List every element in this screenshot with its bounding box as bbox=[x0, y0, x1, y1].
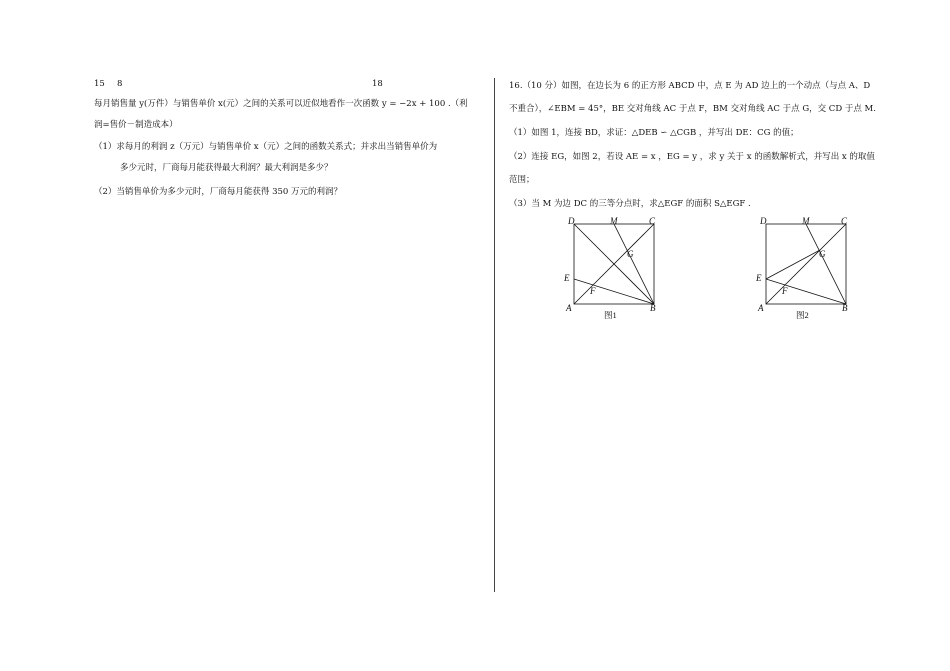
fig2-label-M: M bbox=[802, 216, 810, 226]
fig2-label-F: F bbox=[782, 286, 788, 296]
problem-16-line2: 不重合），∠EBM = 45°，BE 交对角线 AC 于点 F，BM 交对角线 AC 于点 G，交 CD 于点 M. bbox=[509, 104, 876, 114]
fig1-label-D: D bbox=[568, 216, 575, 226]
column-divider bbox=[494, 78, 495, 592]
fig1-label-B: B bbox=[650, 303, 656, 313]
fig2-label-A: A bbox=[758, 303, 764, 313]
fig1-label-C: C bbox=[649, 216, 656, 226]
fig2-caption: 图2 bbox=[796, 310, 809, 320]
fig2-label-D: D bbox=[760, 216, 767, 226]
question-number-15: 15 bbox=[94, 79, 105, 89]
problem-16-part2-line2: 范围； bbox=[509, 175, 535, 185]
fig1-label-A: A bbox=[566, 303, 572, 313]
fig2-label-E: E bbox=[756, 273, 762, 283]
problem-16-part2-line1: （2）连接 EG，如图 2，若设 AE = x ，EG = y ，求 y 关于 x 的函数解析式，并写出 x 的取值 bbox=[509, 152, 875, 162]
fig2-label-B: B bbox=[842, 303, 848, 313]
fig1-caption: 图1 bbox=[604, 310, 617, 320]
question-number-18: 18 bbox=[372, 79, 383, 89]
fig2-label-G: G bbox=[819, 249, 826, 259]
subquestion-1-line2: 多少元时，厂商每月能获得最大利润？最大利润是多少？ bbox=[120, 163, 333, 173]
question-number-8: 8 bbox=[117, 79, 123, 89]
problem-16-line1: 16.（10 分）如图，在边长为 6 的正方形 ABCD 中，点 E 为 AD 边上的一个动点（与点 A、D bbox=[509, 81, 871, 91]
fig1-label-F: F bbox=[590, 286, 596, 296]
fig1-label-E: E bbox=[564, 273, 570, 283]
fig1-label-G: G bbox=[627, 249, 634, 259]
problem-16-part3: （3）当 M 为边 DC 的三等分点时，求△EGF 的面积 S△EGF . bbox=[509, 199, 751, 209]
problem-statement-line1: 每月销售量 y(万件）与销售单价 x(元）之间的关系可以近似地看作一次函数 y = −2x + 100 .（利 bbox=[94, 99, 468, 109]
problem-16-part1: （1）如图 1，连接 BD，求证：△DEB ∽ △CGB ，并写出 DE：CG 的值； bbox=[509, 128, 799, 138]
fig1-label-M: M bbox=[610, 216, 618, 226]
figure-1 bbox=[560, 214, 670, 322]
figure-2 bbox=[752, 214, 862, 322]
problem-statement-line2: 润=售价－制造成本） bbox=[94, 120, 178, 130]
subquestion-1-line1: （1）求每月的利润 z（万元）与销售单价 x（元）之间的函数关系式；并求出当销售单价为 bbox=[94, 142, 438, 152]
fig2-label-C: C bbox=[841, 216, 848, 226]
subquestion-2: （2）当销售单价为多少元时，厂商每月能获得 350 万元的利润？ bbox=[94, 187, 343, 197]
